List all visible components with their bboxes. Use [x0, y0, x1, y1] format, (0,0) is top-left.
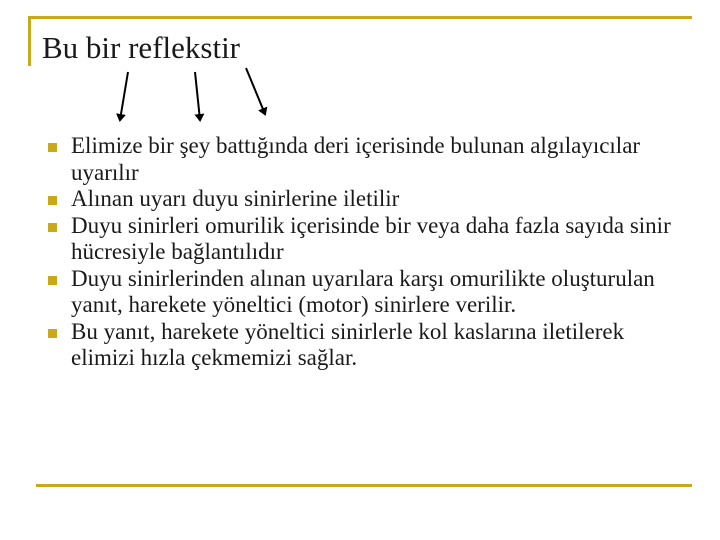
- bullet-item-4: [48, 266, 688, 319]
- square-bullet-icon: [48, 196, 57, 205]
- square-bullet-icon: [48, 276, 57, 285]
- bottom-accent-rule: [36, 484, 692, 487]
- square-bullet-icon: [48, 143, 57, 152]
- bullet-text-5: Bu yanıt, harekete yöneltici sinirlerle kol kaslarına iletilerek elimizi hızla çekmemizi sağlar.: [71, 318, 625, 370]
- arrow-1-icon: [120, 72, 128, 120]
- bullet-item-2: [48, 186, 688, 213]
- bullet-text-1: Elimize bir şey battığında deri içerisinde bulunan algılayıcılar uyarılır: [71, 133, 641, 185]
- bullet-item-3: [48, 213, 688, 266]
- bullet-list: [48, 133, 688, 372]
- arrow-2-icon: [195, 72, 200, 120]
- square-bullet-icon: [48, 329, 57, 338]
- bullet-text-2: Alınan uyarı duyu sinirlerine iletilir: [71, 186, 400, 211]
- bullet-text-3: Duyu sinirleri omurilik içerisinde bir veya daha fazla sayıda sinir hücresiyle bağlantılıdır: [71, 212, 671, 264]
- slide-title: Bu bir reflekstir: [42, 30, 241, 65]
- bullet-text-4: Duyu sinirlerinden alınan uyarılara karşı omurilikte oluşturulan yanıt, harekete yöneltici (motor) sinirlere verilir.: [71, 265, 655, 317]
- bullet-item-5: [48, 319, 688, 372]
- arrow-3-icon: [246, 68, 265, 114]
- square-bullet-icon: [48, 223, 57, 232]
- bullet-item-1: [48, 133, 688, 186]
